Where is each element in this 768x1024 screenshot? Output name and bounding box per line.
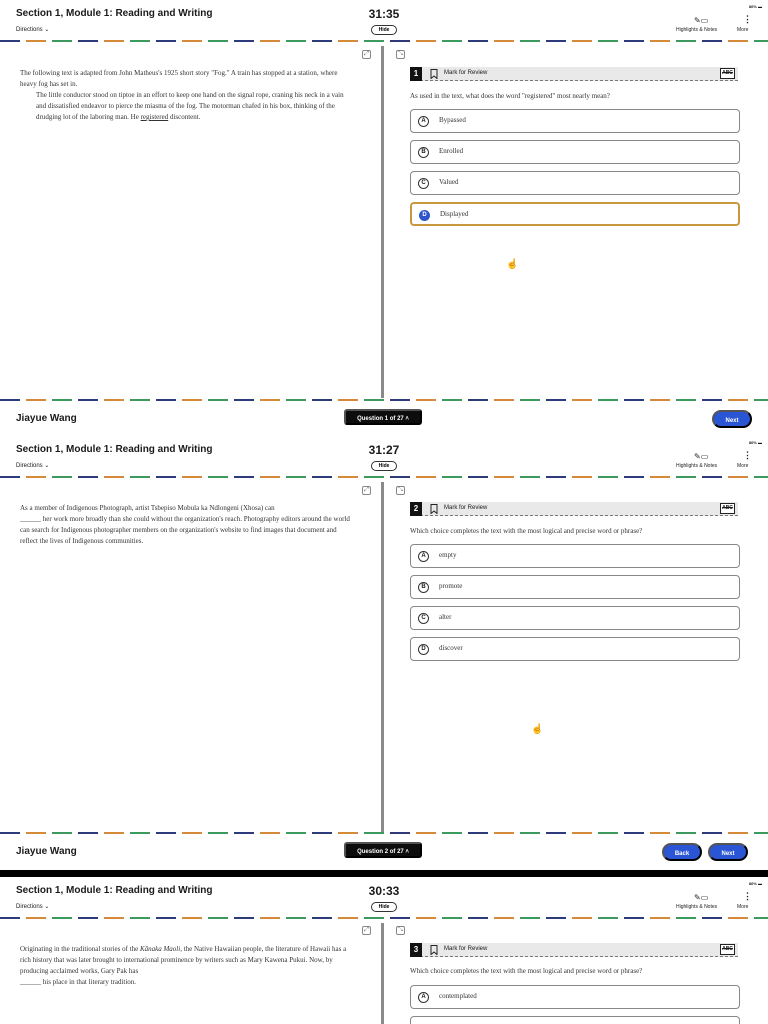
timer: 31:35	[368, 7, 400, 21]
pane-divider[interactable]	[381, 46, 384, 398]
option-letter: C	[418, 178, 429, 189]
passage-quote	[20, 90, 350, 123]
directions-label: Directions	[16, 27, 43, 33]
question-text: Which choice completes the text with the most logical and precise word or phrase?	[410, 527, 643, 535]
more-label: More	[737, 463, 749, 469]
timer: 31:27	[368, 443, 400, 457]
option-letter: B	[418, 582, 429, 593]
highlights-label: Highlights & Notes	[676, 904, 718, 910]
answer-option-d[interactable]	[410, 637, 740, 661]
section-title: Section 1, Module 1: Reading and Writing	[16, 8, 213, 19]
passage-text-a: Originating in the traditional stories of the	[20, 945, 140, 953]
passage-text-b: , the Native Hawaiian people, the literature of Hawaii has a rich history that was later brought to international prominence by writers such as Mary Kawena Pukui. Now, by producing acclaimed works, Gary Pak has	[20, 945, 347, 975]
question-nav-button[interactable]	[344, 842, 422, 858]
question-header	[410, 502, 738, 516]
option-text: promote	[439, 582, 463, 590]
screenshot-separator	[0, 870, 768, 877]
section-title: Section 1, Module 1: Reading and Writing	[16, 444, 213, 455]
option-text: Valued	[439, 178, 459, 186]
hide-timer-button[interactable]: Hide	[371, 461, 397, 471]
eliminator-icon[interactable]: ABC	[720, 503, 735, 514]
notes-icon: ▭	[700, 452, 709, 461]
highlights-notes-button[interactable]	[694, 452, 708, 461]
battery-percent: 86%	[748, 881, 757, 886]
question-number: 3	[410, 943, 422, 957]
expand-question-icon[interactable]: ⤡	[396, 486, 405, 495]
option-text: contemplated	[439, 992, 477, 1000]
exam-screen-3	[0, 877, 768, 1024]
question-text: Which choice completes the text with the most logical and precise word or phrase?	[410, 967, 643, 975]
answer-option-a[interactable]	[410, 109, 740, 133]
passage-text-c: his place in that literary tradition.	[41, 978, 137, 986]
pen-icon: ✎	[694, 452, 701, 461]
passage-paragraph	[20, 503, 350, 547]
section-title: Section 1, Module 1: Reading and Writing	[16, 885, 213, 896]
answer-option-c[interactable]	[410, 171, 740, 195]
chevron-up-icon: ˄	[405, 849, 409, 855]
directions-toggle[interactable]	[16, 903, 49, 910]
expand-passage-icon[interactable]: ⤢	[362, 926, 371, 935]
battery-status	[749, 440, 762, 445]
more-menu-icon[interactable]: ⋮	[743, 14, 752, 24]
expand-passage-icon[interactable]: ⤢	[362, 486, 371, 495]
battery-percent: 86%	[748, 440, 757, 445]
hide-timer-button[interactable]: Hide	[371, 25, 397, 35]
notes-icon: ▭	[700, 16, 709, 25]
bookmark-icon[interactable]	[430, 504, 438, 514]
mark-for-review[interactable]: Mark for Review	[444, 505, 488, 511]
more-label: More	[737, 27, 749, 33]
question-nav-label: Question 2 of 27	[357, 849, 404, 855]
option-text: empty	[439, 551, 457, 559]
bookmark-icon[interactable]	[430, 945, 438, 955]
hide-timer-button[interactable]: Hide	[371, 902, 397, 912]
notes-icon: ▭	[700, 893, 709, 902]
pen-icon: ✎	[694, 16, 701, 25]
highlights-notes-button[interactable]	[694, 893, 708, 902]
battery-icon: ▬	[758, 4, 762, 9]
bookmark-icon[interactable]	[430, 69, 438, 79]
next-button[interactable]: Next	[712, 410, 752, 428]
question-nav-button[interactable]	[344, 409, 422, 425]
battery-status	[749, 881, 762, 886]
header-divider	[0, 476, 768, 478]
question-header	[410, 943, 738, 957]
footer-divider	[0, 832, 768, 834]
pane-divider[interactable]	[381, 923, 384, 1024]
question-number: 1	[410, 67, 422, 81]
highlights-notes-button[interactable]	[694, 16, 708, 25]
chevron-down-icon: ⌄	[44, 463, 50, 469]
passage-paragraph	[20, 944, 350, 988]
passage-quote-end: discontent.	[168, 113, 201, 121]
expand-passage-icon[interactable]: ⤢	[362, 50, 371, 59]
option-letter: A	[418, 551, 429, 562]
option-letter: A	[418, 116, 429, 127]
answer-option-a[interactable]	[410, 544, 740, 568]
exam-screen-1	[0, 0, 768, 436]
option-letter: B	[418, 147, 429, 158]
option-text: Enrolled	[439, 147, 464, 155]
passage-underlined-word: registered	[140, 113, 169, 121]
footer	[0, 405, 768, 435]
answer-option-d[interactable]	[410, 202, 740, 226]
battery-status	[749, 4, 762, 9]
answer-option-b[interactable]	[410, 140, 740, 164]
chevron-down-icon: ⌄	[44, 904, 50, 910]
student-name: Jiayue Wang	[16, 846, 77, 857]
answer-option-c[interactable]	[410, 606, 740, 630]
battery-percent: 86%	[748, 4, 757, 9]
footer	[0, 838, 768, 868]
pen-icon: ✎	[694, 893, 701, 902]
next-button[interactable]: Next	[708, 843, 748, 861]
back-button[interactable]: Back	[662, 843, 702, 861]
passage-blank: ______	[20, 515, 41, 523]
student-name: Jiayue Wang	[16, 413, 77, 424]
eliminator-icon[interactable]: ABC	[720, 68, 735, 79]
eliminator-icon[interactable]: ABC	[720, 944, 735, 955]
directions-toggle[interactable]	[16, 462, 49, 469]
passage-intro: The following text is adapted from John Matheus's 1925 short story "Fog." A train has stopped at a station, where heavy fog has set in.	[20, 69, 338, 88]
passage	[20, 944, 350, 988]
chevron-down-icon: ⌄	[44, 27, 50, 33]
passage-blank: ______	[20, 978, 41, 986]
passage	[20, 503, 350, 547]
option-letter: C	[418, 613, 429, 624]
option-text: alter	[439, 613, 452, 621]
battery-icon: ▬	[758, 440, 762, 445]
timer: 30:33	[368, 884, 400, 898]
expand-question-icon[interactable]: ⤡	[396, 50, 405, 59]
option-letter: D	[418, 644, 429, 655]
option-text: Displayed	[440, 210, 469, 218]
more-menu-icon[interactable]: ⋮	[743, 450, 752, 460]
option-letter: A	[418, 992, 429, 1003]
directions-toggle[interactable]	[16, 26, 49, 33]
question-number: 2	[410, 502, 422, 516]
header	[0, 0, 768, 40]
header	[0, 877, 768, 917]
passage-text-a: As a member of Indigenous Photograph, artist Tsbepiso Mobula ka Ndlongeni (Xhosa) can	[20, 504, 275, 512]
passage-quote-text: The little conductor stood on tiptoe in an effort to keep one hand on the signal rope, craning his neck in a vain and dissatisfied endeavor to pierce the miasma of the fog. The motorman chafed in his box, thinking of the drudging lot of the laboring man. He	[36, 91, 344, 121]
answer-option-b[interactable]	[410, 575, 740, 599]
exam-screen-2	[0, 436, 768, 870]
directions-label: Directions	[16, 463, 43, 469]
question-nav-label: Question 1 of 27	[357, 416, 404, 422]
passage	[20, 68, 350, 123]
highlights-label: Highlights & Notes	[676, 463, 718, 469]
battery-icon: ▬	[758, 881, 762, 886]
question-header	[410, 67, 738, 81]
highlights-label: Highlights & Notes	[676, 27, 718, 33]
header	[0, 436, 768, 476]
more-menu-icon[interactable]: ⋮	[743, 891, 752, 901]
mark-for-review[interactable]: Mark for Review	[444, 70, 488, 76]
expand-question-icon[interactable]: ⤡	[396, 926, 405, 935]
mark-for-review[interactable]: Mark for Review	[444, 946, 488, 952]
directions-label: Directions	[16, 904, 43, 910]
header-divider	[0, 40, 768, 42]
answer-option-b[interactable]	[410, 1016, 740, 1024]
pane-divider[interactable]	[381, 482, 384, 832]
hand-cursor-icon: ☝	[506, 259, 519, 270]
option-text: Bypassed	[439, 116, 466, 124]
option-text: discover	[439, 644, 463, 652]
more-label: More	[737, 904, 749, 910]
hand-cursor-icon: ☝	[531, 724, 544, 735]
passage-italic: Kānaka Maoli	[139, 945, 181, 953]
option-letter: D	[419, 210, 430, 221]
question-text: As used in the text, what does the word "registered" most nearly mean?	[410, 92, 610, 100]
answer-option-a[interactable]	[410, 985, 740, 1009]
header-divider	[0, 917, 768, 919]
footer-divider	[0, 399, 768, 401]
passage-text-b: her work more broadly than she could without the organization's reach. Photography editors around the world can search for Indigenous photographer members on the organization's website to find images that document and reflect the lives of Indigenous communities.	[20, 515, 350, 545]
chevron-up-icon: ˄	[405, 416, 409, 422]
